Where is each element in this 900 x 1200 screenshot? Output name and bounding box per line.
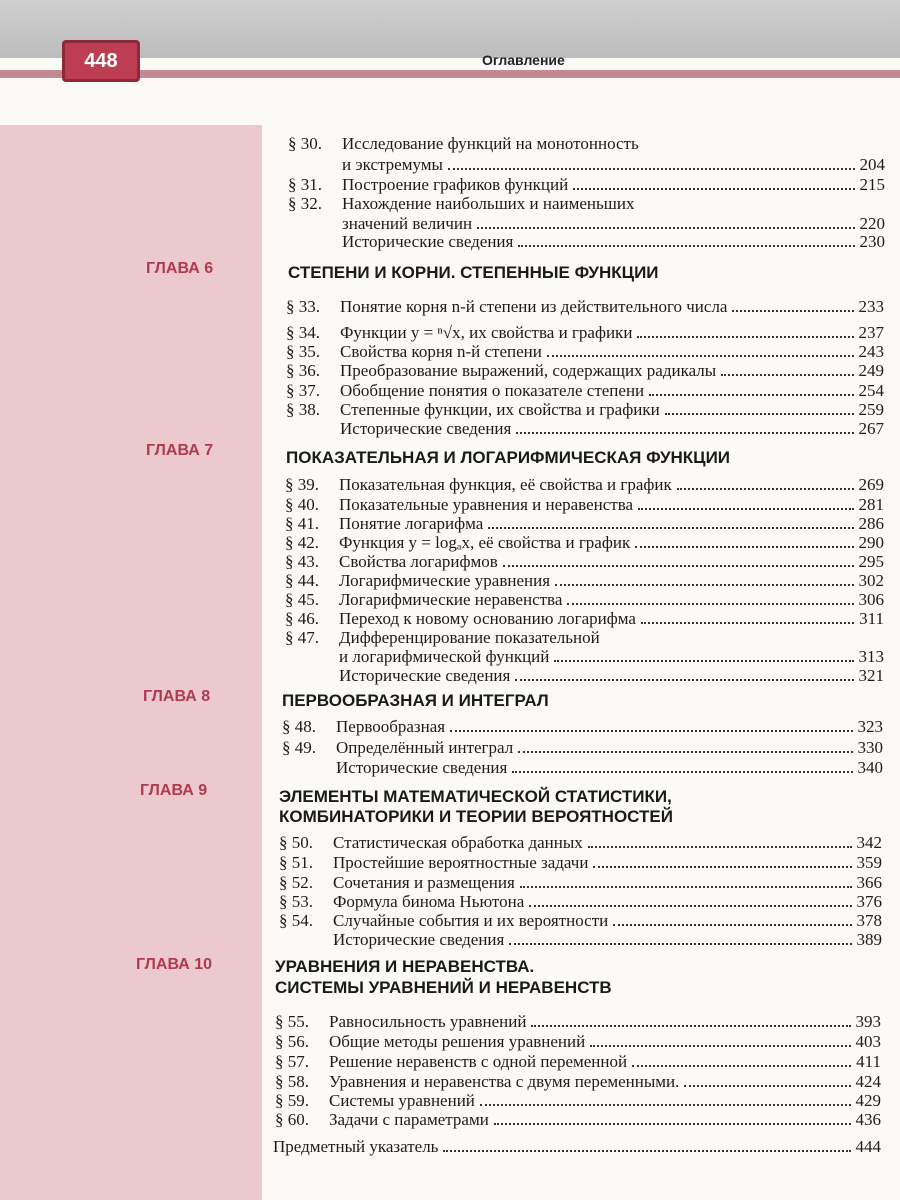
entry-number: § 35. (286, 342, 320, 361)
chapter-9-title-line2: КОМБИНАТОРИКИ И ТЕОРИИ ВЕРОЯТНОСТЕЙ (279, 807, 673, 826)
dot-leader (588, 834, 852, 848)
entry-page: 259 (858, 400, 884, 419)
chapter-margin-band (0, 125, 262, 1200)
dot-leader (516, 420, 853, 434)
toc-entry-history-32[interactable] (279, 929, 882, 951)
entry-page: 436 (855, 1110, 881, 1129)
entry-number: § 34. (286, 323, 320, 342)
entry-page: 393 (855, 1012, 881, 1031)
entry-page: 330 (857, 738, 883, 757)
entry-title: Свойства корня n-й степени (340, 342, 542, 361)
dot-leader (635, 534, 853, 548)
entry-page: 313 (858, 647, 884, 666)
entry-page: 269 (858, 475, 884, 494)
entry-title: и логарифмической функций (339, 647, 550, 666)
dot-leader (531, 1013, 850, 1027)
entry-title: Задачи с параметрами (329, 1110, 489, 1129)
entry-number: § 49. (282, 738, 316, 757)
entry-title: Исследование функций на монотонность (342, 134, 639, 153)
chapter-9-label: ГЛАВА 9 (140, 782, 208, 799)
chapter-7-label: ГЛАВА 7 (146, 442, 214, 459)
entry-page: 306 (858, 590, 884, 609)
entry-title: Определённый интеграл (336, 738, 514, 757)
entry-page: 321 (858, 666, 884, 685)
entry-title: Показательные уравнения и неравенства (339, 495, 634, 514)
chapter-8-title: ПЕРВООБРАЗНАЯ И ИНТЕГРАЛ (282, 691, 549, 710)
chapter-10-label: ГЛАВА 10 (136, 956, 213, 973)
entry-page: 290 (858, 533, 884, 552)
entry-number: § 48. (282, 717, 316, 736)
toc-entry-50[interactable] (279, 832, 882, 854)
entry-number: § 46. (285, 609, 319, 628)
entry-title: Формула бинома Ньютона (333, 892, 525, 911)
entry-title: Преобразование выражений, содержащих радикалы (340, 361, 717, 380)
entry-page: 267 (858, 419, 884, 438)
toc-entry-33[interactable] (286, 296, 884, 318)
dot-leader (494, 1111, 851, 1125)
entry-title: Показательная функция, её свойства и график (339, 475, 672, 494)
entry-page: 411 (856, 1052, 881, 1071)
entry-title: Логарифмические неравенства (339, 590, 563, 609)
dot-leader (547, 343, 854, 357)
entry-page: 254 (858, 381, 884, 400)
entry-page: 342 (856, 833, 882, 852)
entry-number: § 54. (279, 911, 313, 930)
dot-leader (448, 156, 855, 170)
entry-title: Равносильность уравнений (329, 1012, 527, 1031)
entry-title: Степенные функции, их свойства и графики (340, 400, 660, 419)
dot-leader (529, 893, 851, 907)
entry-page: 340 (857, 758, 883, 777)
dot-leader (649, 382, 853, 396)
entry-title: Сочетания и размещения (333, 873, 515, 892)
entry-number: § 33. (286, 297, 320, 316)
entry-title: Общие методы решения уравнений (329, 1032, 586, 1051)
dot-leader (665, 401, 854, 415)
dot-leader (512, 759, 852, 773)
entry-page: 237 (858, 323, 884, 342)
dot-leader (632, 1053, 851, 1067)
entry-number: § 53. (279, 892, 313, 911)
entry-number: § 40. (285, 495, 319, 514)
dot-leader (555, 572, 853, 586)
entry-page: 389 (856, 930, 882, 949)
dot-leader (518, 739, 852, 753)
entry-number: § 51. (279, 853, 313, 872)
dot-leader (638, 496, 853, 510)
entry-number: § 59. (275, 1091, 309, 1110)
entry-title: Исторические сведения (342, 232, 514, 251)
dot-leader (641, 610, 854, 624)
dot-leader (567, 591, 853, 605)
dot-leader (593, 854, 851, 868)
entry-title: Системы уравнений (329, 1091, 475, 1110)
entry-page: 444 (855, 1137, 881, 1156)
chapter-8-label: ГЛАВА 8 (143, 688, 211, 705)
toc-entry-history-12[interactable] (286, 418, 884, 440)
dot-leader (450, 718, 852, 732)
entry-number: § 41. (285, 514, 319, 533)
entry-page: 286 (858, 514, 884, 533)
entry-page: 295 (858, 552, 884, 571)
entry-title: и экстремумы (342, 155, 443, 174)
entry-title: Логарифмические уравнения (339, 571, 551, 590)
toc-entry-history-5[interactable] (288, 231, 885, 253)
toc-entry-39[interactable] (285, 474, 884, 496)
dot-leader (613, 912, 851, 926)
entry-number: § 56. (275, 1032, 309, 1051)
entry-title: Случайные события и их вероятности (333, 911, 609, 930)
toc-entry-32[interactable] (288, 193, 885, 215)
entry-number: § 37. (286, 381, 320, 400)
entry-page: 376 (856, 892, 882, 911)
entry-page: 281 (858, 495, 884, 514)
entry-number: § 58. (275, 1072, 309, 1091)
entry-title: Статистическая обработка данных (333, 833, 583, 852)
entry-title: Функция y = logₐx, её свойства и график (339, 533, 631, 552)
dot-leader (515, 667, 853, 681)
entry-title: Исторические сведения (339, 666, 511, 685)
entry-title: Обобщение понятия о показателе степени (340, 381, 645, 400)
entry-title: Понятие корня n-й степени из действительного числа (340, 297, 728, 316)
toc-entry-30[interactable] (288, 133, 885, 155)
entry-page: 302 (858, 571, 884, 590)
entry-number: § 45. (285, 590, 319, 609)
entry-number: § 31. (288, 175, 322, 194)
toc-entry-60[interactable] (275, 1109, 881, 1131)
entry-page: 220 (859, 214, 885, 233)
entry-page: 230 (859, 232, 885, 251)
dot-leader (480, 1092, 851, 1106)
dot-leader (684, 1073, 850, 1087)
entry-number: § 43. (285, 552, 319, 571)
entry-number: § 38. (286, 400, 320, 419)
toc-entry-30-cont[interactable] (288, 154, 885, 176)
toc-entry-56[interactable] (275, 1031, 881, 1053)
running-title: Оглавление (482, 52, 565, 68)
dot-leader (721, 362, 853, 376)
entry-page: 424 (855, 1072, 881, 1091)
dot-leader (503, 553, 854, 567)
chapter-10-title-line2: СИСТЕМЫ УРАВНЕНИЙ И НЕРАВЕНСТВ (275, 978, 612, 997)
toc-entry-51[interactable] (279, 852, 882, 874)
entry-page: 233 (858, 297, 884, 316)
chapter-9-title-line1: ЭЛЕМЕНТЫ МАТЕМАТИЧЕСКОЙ СТАТИСТИКИ, (279, 787, 672, 806)
entry-page: 429 (855, 1091, 881, 1110)
entry-title: Простейшие вероятностные задачи (333, 853, 589, 872)
entry-page: 359 (856, 853, 882, 872)
chapter-7-title: ПОКАЗАТЕЛЬНАЯ И ЛОГАРИФМИЧЕСКАЯ ФУНКЦИИ (286, 448, 731, 467)
entry-page: 366 (856, 873, 882, 892)
dot-leader (509, 931, 851, 945)
dot-leader (573, 176, 854, 190)
entry-title: Решение неравенств с одной переменной (329, 1052, 628, 1071)
entry-page: 403 (855, 1032, 881, 1051)
entry-title: Исторические сведения (333, 930, 505, 949)
dot-leader (477, 215, 854, 229)
chapter-10-title-line1: УРАВНЕНИЯ И НЕРАВЕНСТВА. (275, 957, 535, 976)
toc-entry-49[interactable] (282, 737, 883, 759)
entry-page: 249 (858, 361, 884, 380)
dot-leader (520, 874, 852, 888)
chapter-6-title: СТЕПЕНИ И КОРНИ. СТЕПЕННЫЕ ФУНКЦИИ (288, 263, 659, 282)
entry-title: значений величин (342, 214, 473, 233)
toc-entry-subject-index[interactable] (273, 1136, 881, 1158)
entry-number: § 57. (275, 1052, 309, 1071)
entry-number: § 50. (279, 833, 313, 852)
entry-number: § 30. (288, 134, 322, 153)
entry-number: § 32. (288, 194, 322, 213)
entry-number: § 39. (285, 475, 319, 494)
entry-page: 311 (859, 609, 884, 628)
entry-page: 323 (857, 717, 883, 736)
dot-leader (590, 1033, 850, 1047)
entry-title: Уравнения и неравенства с двумя переменными. (329, 1072, 680, 1091)
dot-leader (637, 324, 853, 338)
entry-title: Свойства логарифмов (339, 552, 498, 571)
entry-page: 215 (859, 175, 885, 194)
entry-number: § 55. (275, 1012, 309, 1031)
toc-entry-36[interactable] (286, 360, 884, 382)
toc-entry-57[interactable] (275, 1051, 881, 1073)
toc-entry-history-23[interactable] (285, 665, 884, 687)
entry-title: Построение графиков функций (342, 175, 569, 194)
entry-number: § 36. (286, 361, 320, 380)
entry-page: 378 (856, 911, 882, 930)
entry-page: 243 (858, 342, 884, 361)
chapter-6-label: ГЛАВА 6 (146, 260, 214, 277)
entry-title: Исторические сведения (336, 758, 508, 777)
entry-title: Нахождение наибольших и наименьших (342, 194, 635, 213)
entry-title: Первообразная (336, 717, 446, 736)
dot-leader (554, 648, 853, 662)
toc-entry-48[interactable] (282, 716, 883, 738)
toc-entry-55[interactable] (275, 1011, 881, 1033)
entry-page: 204 (859, 155, 885, 174)
entry-title: Дифференцирование показательной (339, 628, 600, 647)
dot-leader (518, 233, 854, 247)
entry-number: § 60. (275, 1110, 309, 1129)
dot-leader (732, 298, 853, 312)
entry-title: Предметный указатель (273, 1137, 439, 1156)
entry-number: § 42. (285, 533, 319, 552)
dot-leader (488, 515, 853, 529)
page-number: 448 (62, 40, 140, 82)
entry-title: Понятие логарифма (339, 514, 484, 533)
entry-number: § 52. (279, 873, 313, 892)
entry-number: § 47. (285, 628, 319, 647)
entry-number: § 44. (285, 571, 319, 590)
entry-title: Исторические сведения (340, 419, 512, 438)
dot-leader (443, 1138, 850, 1152)
entry-title: Переход к новому основанию логарифма (339, 609, 636, 628)
entry-title: Функции y = ⁿ√x, их свойства и графики (340, 323, 633, 342)
toc-entry-history-26[interactable] (282, 757, 883, 779)
dot-leader (677, 476, 854, 490)
